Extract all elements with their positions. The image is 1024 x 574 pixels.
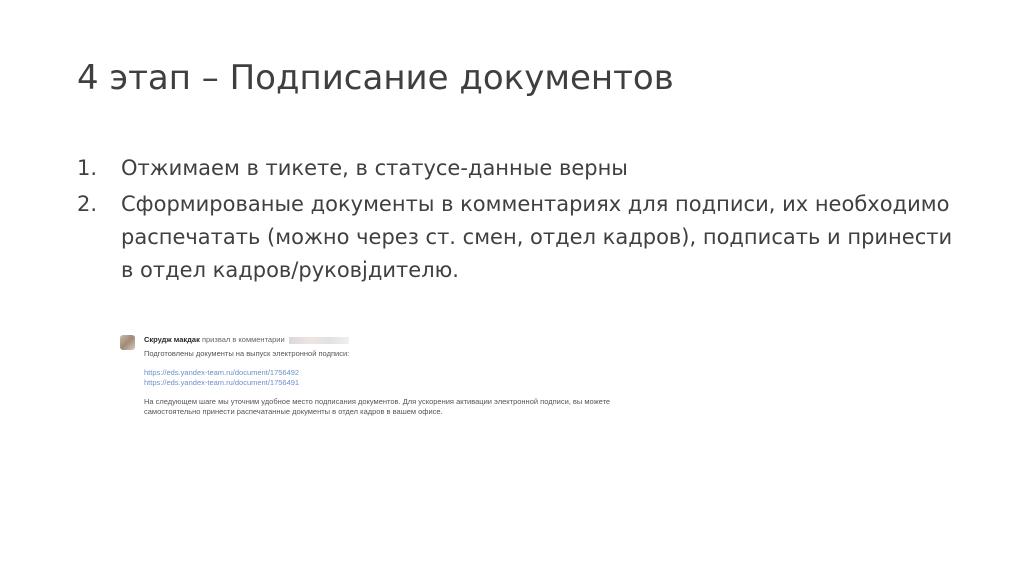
- step-text: Сформированые документы в комментариях для подписи, их необходимо распечатать (можно через ст. смен, отдел кадров), подписать и принести в отдел кадров/руковjдителю.: [121, 192, 953, 282]
- comment-screenshot: [118, 330, 623, 426]
- step-number: 2.: [77, 192, 98, 216]
- comment-action: призвал в комментарии: [201, 335, 285, 344]
- steps-list: [77, 152, 957, 290]
- document-link[interactable]: https://eds.yandex-team.ru/document/1756491: [144, 378, 300, 387]
- avatar: [120, 335, 135, 350]
- comment-header: [144, 335, 349, 345]
- step-item: [77, 188, 957, 287]
- comment-note: На следующем шаге мы уточним удобное место подписания документов. Для ускорения активации электронной подписи, вы можете: [144, 397, 611, 406]
- comment-note: самостоятельно принести распечатанные документы в отдел кадров в вашем офисе.: [144, 407, 443, 416]
- step-number: 1.: [77, 156, 98, 180]
- step-item: [77, 152, 957, 185]
- document-link[interactable]: https://eds.yandex-team.ru/document/1756492: [144, 368, 300, 377]
- slide-title: 4 этап – Подписание документов: [77, 58, 674, 98]
- redacted-name: [289, 337, 349, 344]
- comment-intro: Подготовлены документы на выпуск электронной подписи:: [144, 349, 350, 358]
- comment-author: Скрудж макдак: [144, 335, 200, 344]
- step-text: Отжимаем в тикете, в статусе-данные верны: [121, 156, 628, 180]
